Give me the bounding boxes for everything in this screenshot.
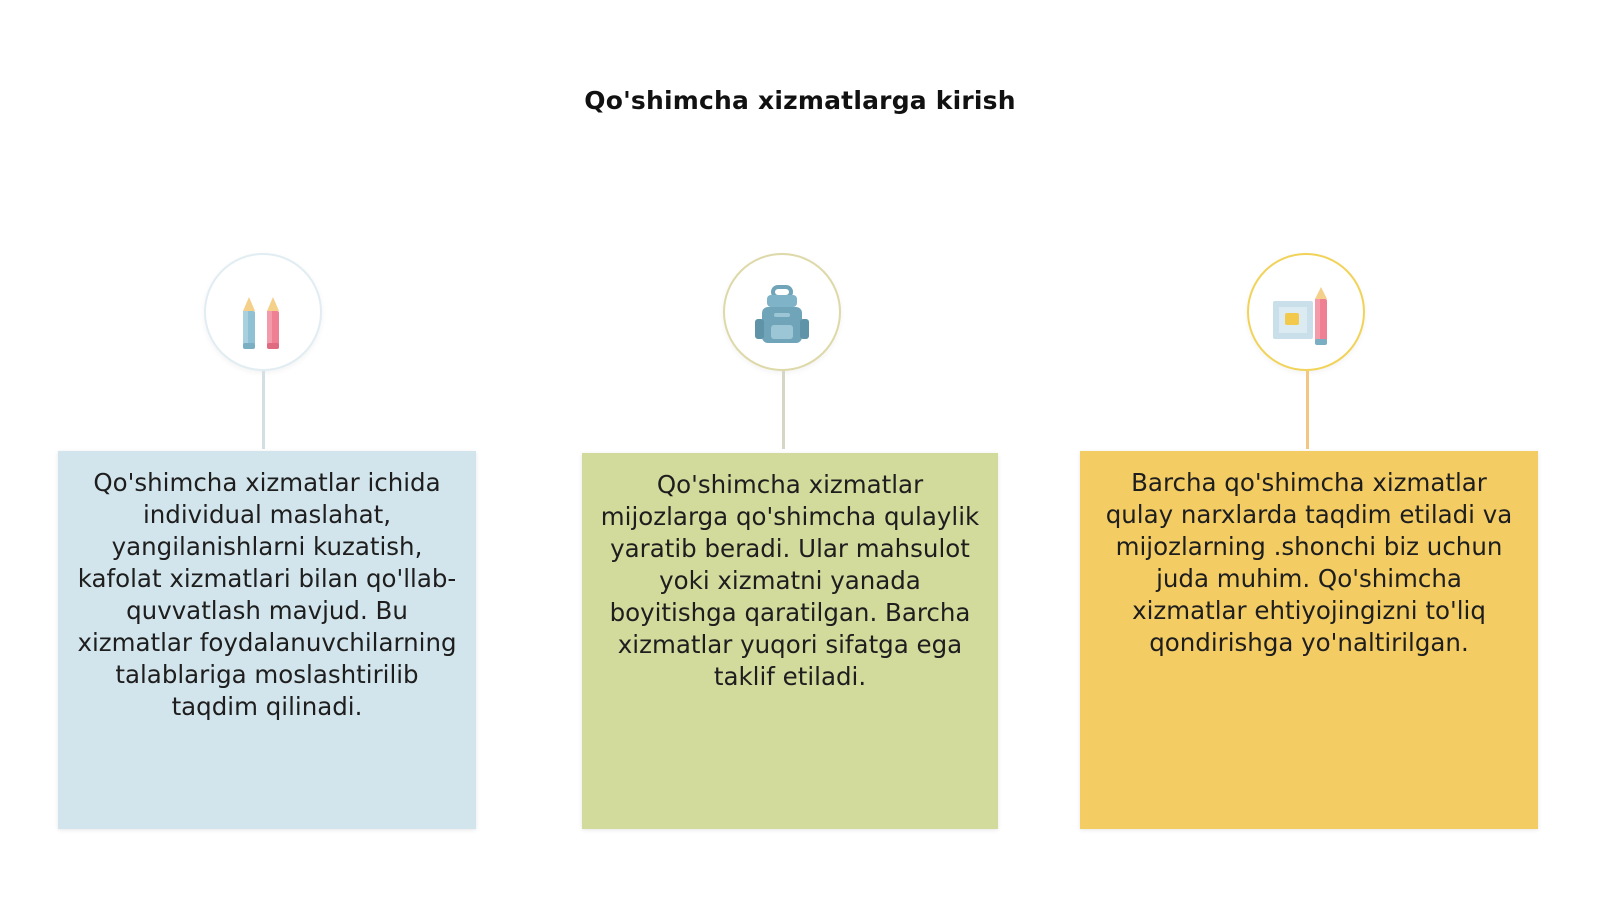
picture-and-pencil-icon	[1249, 255, 1362, 368]
item-3-connector	[1306, 371, 1309, 449]
item-2-text: Qo'shimcha xizmatlar mijozlarga qo'shimcha qulaylik yaratib beradi. Ular mahsulot yoki xizmatni yanada boyitishga qaratilgan. Barcha xizmatlar yuqori sifatga ega taklif etiladi.	[600, 470, 980, 691]
item-1-icon-circle	[204, 253, 322, 371]
item-3-icon-circle	[1247, 253, 1365, 371]
item-2-icon-circle	[723, 253, 841, 371]
page-title: Qo'shimcha xizmatlarga kirish	[584, 86, 1016, 115]
item-3-text: Barcha qo'shimcha xizmatlar qulay narxlarda taqdim etiladi va mijozlarning .shonchi biz uchun juda muhim. Qo'shimcha xizmatlar ehtiyojingizni to'liq qondirishga yo'naltirilgan.	[1105, 468, 1513, 657]
backpack-icon	[725, 255, 838, 368]
item-1-connector	[262, 371, 265, 449]
item-1-text: Qo'shimcha xizmatlar ichida individual maslahat, yangilanishlarni kuzatish, kafolat xizmatlari bilan qo'llab-quvvatlash mavjud. Bu xizmatlar foydalanuvchilarning talablariga moslashtirilib taqdim qilinadi.	[77, 468, 457, 721]
pencils-icon	[206, 255, 319, 368]
item-2-connector	[782, 371, 785, 449]
item-2-card	[582, 453, 998, 829]
item-3-card	[1080, 451, 1538, 829]
item-1-card	[58, 451, 476, 829]
